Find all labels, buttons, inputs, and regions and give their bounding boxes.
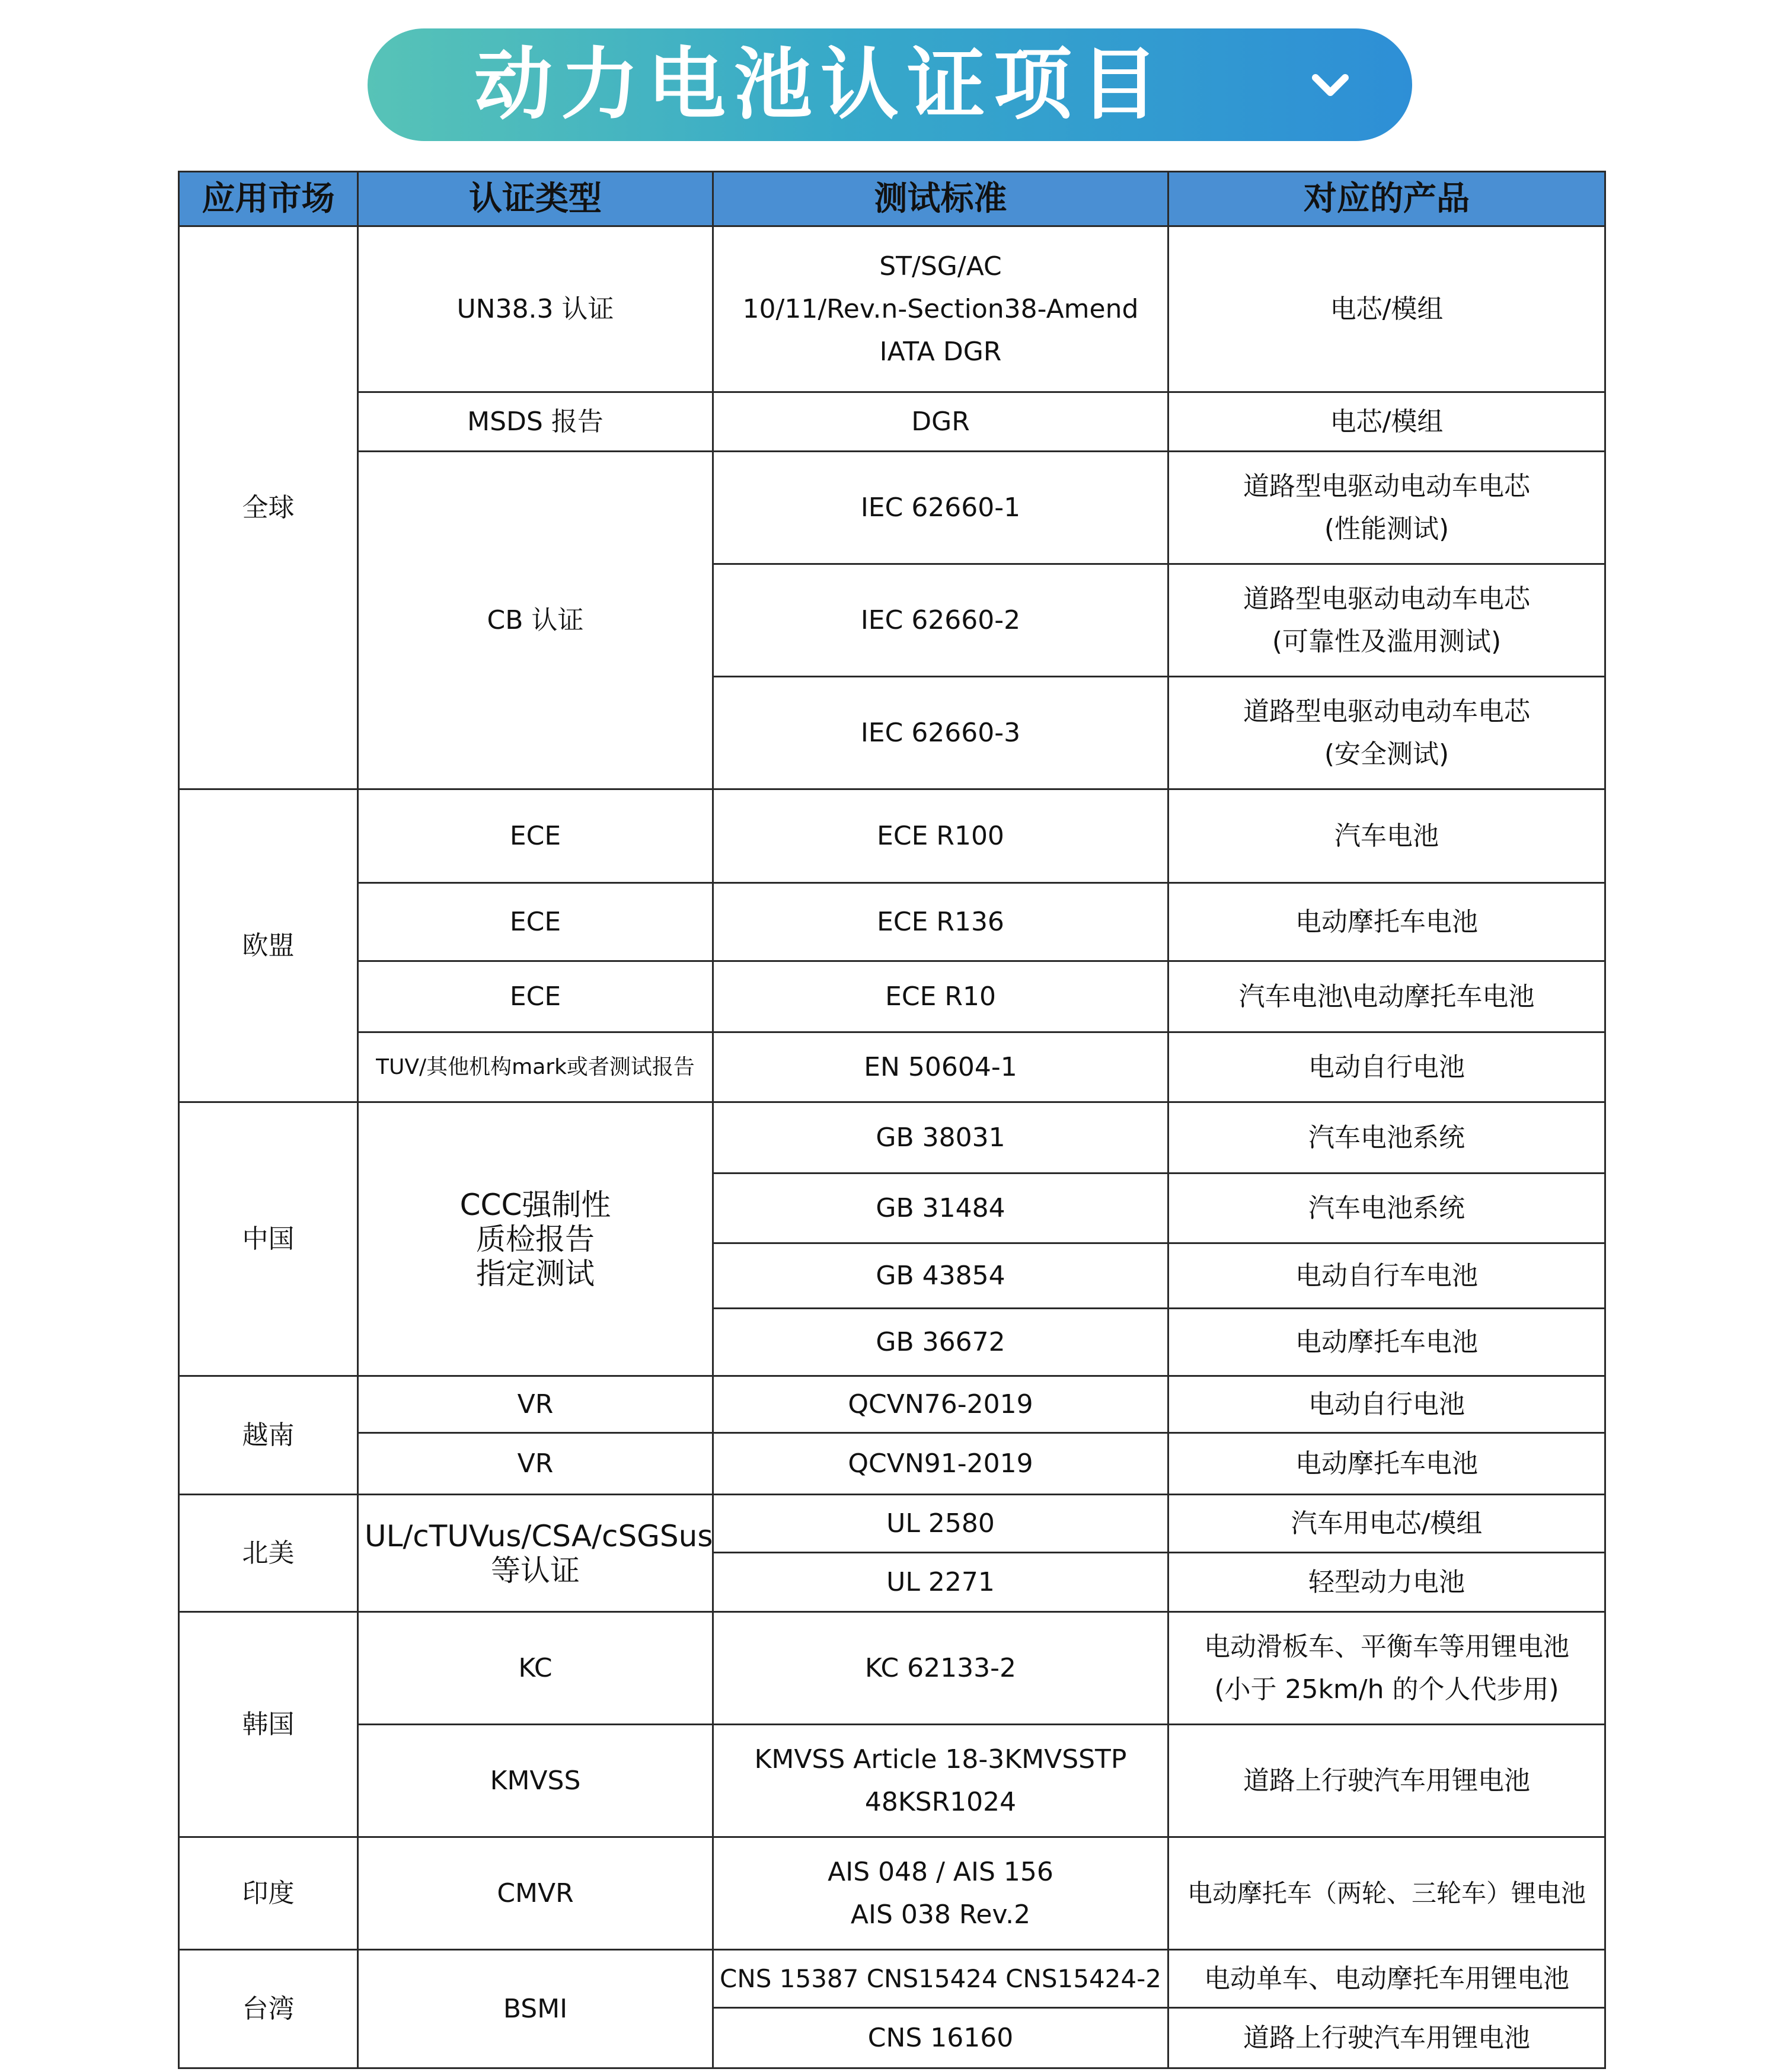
product-line: 道路型电驱动电动车电芯: [1243, 696, 1530, 727]
market-cell: 北美: [179, 1495, 358, 1612]
standard-line: UL 2271: [886, 1566, 995, 1597]
product-cell: [1168, 1174, 1605, 1243]
chevron-down-icon[interactable]: [1307, 62, 1353, 108]
table-row: [179, 789, 1605, 883]
product-line: 电动自行电池: [1308, 1051, 1465, 1082]
product-line: 电动自行车电池: [1295, 1260, 1478, 1291]
table-row: [179, 1950, 1605, 2008]
standard-cell: [713, 1032, 1168, 1102]
standard-line: EN 50604-1: [864, 1051, 1017, 1082]
standard-cell: [713, 1725, 1168, 1837]
standard-line: GB 36672: [876, 1326, 1005, 1357]
cert-type-cell: TUV/其他机构mark或者测试报告: [358, 1032, 713, 1102]
standard-cell: [713, 1612, 1168, 1725]
product-cell: [1168, 392, 1605, 452]
product-cell: [1168, 1102, 1605, 1174]
product-line: (可靠性及滥用测试): [1272, 626, 1502, 657]
product-line: 道路上行驶汽车用锂电池: [1243, 1765, 1530, 1796]
cert-type-cell: ECE: [358, 883, 713, 961]
product-cell: [1168, 883, 1605, 961]
standard-line: GB 38031: [876, 1122, 1005, 1153]
product-cell: [1168, 564, 1605, 677]
product-cell: [1168, 1309, 1605, 1376]
product-line: 电动摩托车（两轮、三轮车）锂电池: [1187, 1878, 1586, 1908]
product-cell: [1168, 1433, 1605, 1495]
table-row: [179, 226, 1605, 392]
standard-cell: [713, 226, 1168, 392]
product-line: 道路上行驶汽车用锂电池: [1243, 2022, 1530, 2053]
product-line: 电动摩托车电池: [1295, 906, 1478, 937]
product-line: 汽车电池: [1334, 820, 1439, 851]
product-line: 电芯/模组: [1330, 293, 1444, 324]
table-row: [179, 452, 1605, 564]
standard-cell: [713, 1243, 1168, 1309]
product-cell: [1168, 1725, 1605, 1837]
standard-cell: [713, 452, 1168, 564]
standard-line: KMVSS Article 18-3KMVSSTP: [754, 1744, 1127, 1774]
market-cell: 台湾: [179, 1950, 358, 2068]
product-line: 电动滑板车、平衡车等用锂电池: [1204, 1631, 1569, 1662]
product-cell: [1168, 961, 1605, 1032]
standard-line: IEC 62660-2: [860, 605, 1021, 635]
standard-line: ST/SG/AC: [879, 251, 1002, 282]
product-line: (安全测试): [1324, 738, 1449, 769]
product-line: 道路型电驱动电动车电芯: [1243, 583, 1530, 614]
standard-cell: [713, 677, 1168, 789]
standard-line: AIS 038 Rev.2: [850, 1899, 1031, 1930]
standard-line: QCVN76-2019: [848, 1389, 1033, 1419]
title-banner: [368, 28, 1412, 141]
standard-line: GB 31484: [876, 1192, 1005, 1223]
table-row: [179, 1433, 1605, 1495]
standard-line: IEC 62660-1: [860, 492, 1021, 523]
product-line: 电动自行电池: [1308, 1389, 1465, 1419]
product-cell: [1168, 789, 1605, 883]
standard-line: UL 2580: [886, 1508, 995, 1539]
table-row: [179, 392, 1605, 452]
standard-cell: [713, 883, 1168, 961]
product-cell: [1168, 1032, 1605, 1102]
standard-line: GB 43854: [876, 1260, 1005, 1291]
standard-line: DGR: [911, 406, 970, 437]
standard-cell: [713, 1950, 1168, 2008]
product-cell: [1168, 1243, 1605, 1309]
standard-cell: [713, 1309, 1168, 1376]
product-line: (小于 25km/h 的个人代步用): [1214, 1674, 1559, 1705]
table-row: [179, 883, 1605, 961]
header-test-standard: 测试标准: [713, 172, 1168, 226]
standard-line: 48KSR1024: [864, 1786, 1017, 1817]
standard-cell: [713, 961, 1168, 1032]
product-cell: [1168, 1495, 1605, 1553]
market-cell: 欧盟: [179, 789, 358, 1102]
table-row: [179, 1837, 1605, 1950]
product-line: 汽车用电芯/模组: [1291, 1508, 1483, 1539]
header-market: 应用市场: [179, 172, 358, 226]
standard-cell: [713, 1495, 1168, 1553]
table-header-row: [179, 172, 1605, 226]
standard-line: ECE R136: [877, 906, 1004, 937]
cert-type-cell: VR: [358, 1433, 713, 1495]
cert-type-cell: CMVR: [358, 1837, 713, 1950]
header-cert-type: 认证类型: [358, 172, 713, 226]
product-line: 汽车电池\电动摩托车电池: [1238, 981, 1535, 1012]
cert-type-cell: KC: [358, 1612, 713, 1725]
cert-type-line: 质检报告: [476, 1222, 595, 1256]
header-product: 对应的产品: [1168, 172, 1605, 226]
cert-type-cell: ECE: [358, 789, 713, 883]
standard-line: ECE R10: [885, 981, 996, 1012]
cert-type-cell: UN38.3 认证: [358, 226, 713, 392]
cert-type-cell: [358, 1495, 713, 1612]
product-line: 电动单车、电动摩托车用锂电池: [1204, 1963, 1569, 1994]
market-cell: 越南: [179, 1376, 358, 1495]
table-row: [179, 961, 1605, 1032]
certification-table-container: [178, 171, 1604, 2067]
page-title: 动力电池认证项目: [474, 39, 1167, 130]
standard-cell: [713, 789, 1168, 883]
product-line: 电动摩托车电池: [1295, 1326, 1478, 1357]
cert-type-line: UL/cTUVus/CSA/cSGSus: [365, 1518, 713, 1553]
cert-type-cell: KMVSS: [358, 1725, 713, 1837]
product-line: 汽车电池系统: [1308, 1122, 1465, 1153]
product-cell: [1168, 226, 1605, 392]
table-row: [179, 1102, 1605, 1174]
cert-type-line: CCC强制性: [459, 1187, 611, 1222]
standard-line: KC 62133-2: [865, 1652, 1016, 1683]
product-line: 轻型动力电池: [1308, 1566, 1465, 1597]
cert-type-cell: BSMI: [358, 1950, 713, 2068]
market-cell: 印度: [179, 1837, 358, 1950]
product-cell: [1168, 1950, 1605, 2008]
product-line: 汽车电池系统: [1308, 1192, 1465, 1223]
table-row: [179, 1376, 1605, 1433]
standard-line: AIS 048 / AIS 156: [828, 1856, 1053, 1887]
standard-cell: [713, 392, 1168, 452]
certification-table: [178, 171, 1606, 2069]
product-cell: [1168, 677, 1605, 789]
standard-cell: [713, 564, 1168, 677]
standard-cell: [713, 1433, 1168, 1495]
cert-type-cell: ECE: [358, 961, 713, 1032]
table-row: [179, 1495, 1605, 1553]
standard-line: QCVN91-2019: [848, 1448, 1033, 1479]
product-line: (性能测试): [1324, 513, 1449, 544]
cert-type-cell: VR: [358, 1376, 713, 1433]
table-row: [179, 1032, 1605, 1102]
standard-line: IEC 62660-3: [860, 717, 1021, 748]
standard-cell: [713, 1102, 1168, 1174]
product-line: 道路型电驱动电动车电芯: [1243, 471, 1530, 501]
standard-line: CNS 15387 CNS15424 CNS15424-2: [720, 1964, 1161, 1993]
standard-cell: [713, 2008, 1168, 2068]
cert-type-line: 指定测试: [476, 1256, 595, 1291]
standard-cell: [713, 1174, 1168, 1243]
market-cell: 全球: [179, 226, 358, 789]
table-row: [179, 1612, 1605, 1725]
market-cell: 中国: [179, 1102, 358, 1376]
standard-cell: [713, 1553, 1168, 1612]
product-cell: [1168, 452, 1605, 564]
product-line: 电动摩托车电池: [1295, 1448, 1478, 1479]
product-line: 电芯/模组: [1330, 406, 1444, 437]
standard-line: CNS 16160: [867, 2022, 1014, 2053]
market-cell: 韩国: [179, 1612, 358, 1837]
standard-line: IATA DGR: [879, 336, 1002, 367]
cert-type-cell: CB 认证: [358, 452, 713, 789]
standard-line: 10/11/Rev.n-Section38-Amend: [742, 293, 1139, 324]
product-cell: [1168, 1376, 1605, 1433]
cert-type-cell: MSDS 报告: [358, 392, 713, 452]
table-row: [179, 1725, 1605, 1837]
cert-type-line: 等认证: [491, 1553, 580, 1588]
standard-line: ECE R100: [877, 820, 1004, 851]
product-cell: [1168, 2008, 1605, 2068]
cert-type-cell: [358, 1102, 713, 1376]
product-cell: [1168, 1553, 1605, 1612]
standard-cell: [713, 1837, 1168, 1950]
standard-cell: [713, 1376, 1168, 1433]
product-cell: [1168, 1612, 1605, 1725]
product-cell: [1168, 1837, 1605, 1950]
